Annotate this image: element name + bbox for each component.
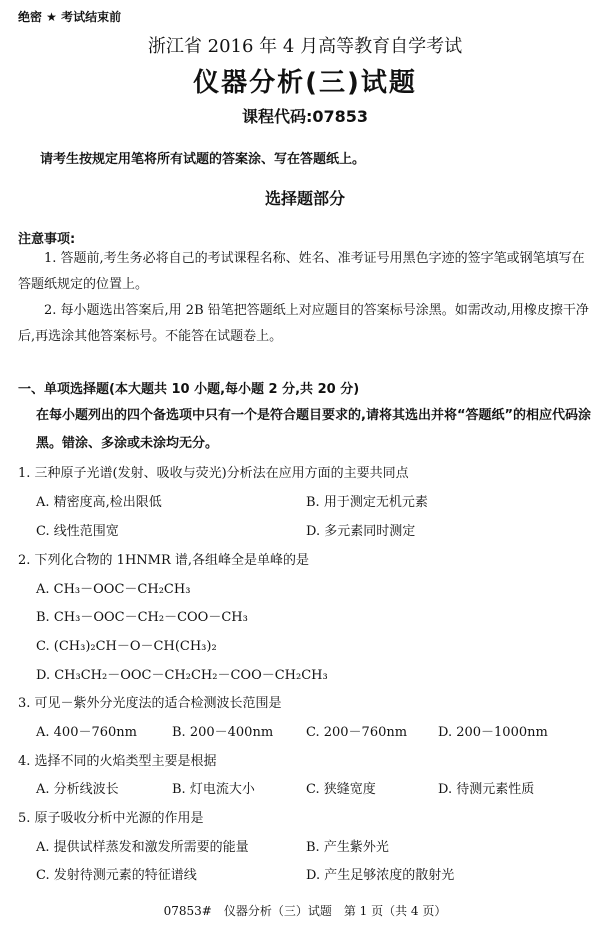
question-4-stem: 4. 选择不同的火焰类型主要是根据 <box>18 754 217 769</box>
question-3-option-a: A. 400－760nm <box>36 725 137 740</box>
note-paragraph-2: 2. 每小题选出答案后,用 2B 铅笔把答题纸上对应题目的答案标号涂黑。如需改动,用橡皮擦干净后,再选涂其他答案标号。不能答在试题卷上。 <box>18 303 589 344</box>
question-2-option-b: B. CH₃－OOC－CH₂－COO－CH₃ <box>36 610 248 625</box>
confidential-mark: 绝密 ★ 考试结束前 <box>18 10 122 24</box>
question-1-option-b: B. 用于测定无机元素 <box>306 495 428 510</box>
part-title: 选择题部分 <box>264 189 345 208</box>
question-2-option-d: D. CH₃CH₂－OOC－CH₂CH₂－COO－CH₂CH₃ <box>36 668 328 683</box>
question-2-option-a: A. CH₃－OOC－CH₂CH₃ <box>36 582 191 597</box>
paper-title: 仪器分析(三)试题 <box>193 68 417 98</box>
question-3-stem: 3. 可见－紫外分光度法的适合检测波长范围是 <box>18 696 282 711</box>
page-footer: 07853# 仪器分析（三）试题 第 1 页（共 4 页） <box>163 904 447 918</box>
answer-instruction: 请考生按规定用笔将所有试题的答案涂、写在答题纸上。 <box>40 152 366 167</box>
question-5-option-d: D. 产生足够浓度的散射光 <box>306 868 455 883</box>
question-2-option-c: C. (CH₃)₂CH－O－CH(CH₃)₂ <box>36 639 217 654</box>
question-5-option-a: A. 提供试样蒸发和激发所需要的能量 <box>36 840 249 855</box>
question-4-option-d: D. 待测元素性质 <box>438 782 535 797</box>
notes-heading: 注意事项: <box>18 232 76 247</box>
question-1-option-d: D. 多元素同时测定 <box>306 524 416 539</box>
course-code: 课程代码:07853 <box>241 107 369 126</box>
question-5-option-c: C. 发射待测元素的特征谱线 <box>36 868 197 883</box>
question-4-option-a: A. 分析线波长 <box>36 782 119 797</box>
question-1-option-a: A. 精密度高,检出限低 <box>36 495 162 510</box>
section-heading: 一、单项选择题(本大题共 10 小题,每小题 2 分,共 20 分) <box>18 382 360 397</box>
question-5-stem: 5. 原子吸收分析中光源的作用是 <box>18 811 204 826</box>
note-paragraph-1: 1. 答题前,考生务必将自己的考试课程名称、姓名、准考证号用黑色字迹的签字笔或钢笔填写在答题纸规定的位置上。 <box>18 251 585 292</box>
exam-title: 浙江省 2016 年 4 月高等教育自学考试 <box>147 36 463 57</box>
question-4-option-b: B. 灯电流大小 <box>172 782 255 797</box>
question-1-option-c: C. 线性范围宽 <box>36 524 119 539</box>
question-3-option-b: B. 200－400nm <box>172 725 274 740</box>
question-3-option-c: C. 200－760nm <box>306 725 408 740</box>
question-3-option-d: D. 200－1000nm <box>438 725 548 740</box>
question-1-stem: 1. 三种原子光谱(发射、吸收与荧光)分析法在应用方面的主要共同点 <box>18 466 409 481</box>
question-4-option-c: C. 狭缝宽度 <box>306 782 376 797</box>
question-5-option-b: B. 产生紫外光 <box>306 840 389 855</box>
section-description: 在每小题列出的四个备选项中只有一个是符合题目要求的,请将其选出并将“答题纸”的相应代码涂黑。错涂、多涂或未涂均无分。 <box>36 408 592 451</box>
question-2-stem: 2. 下列化合物的 1HNMR 谱,各组峰全是单峰的是 <box>18 553 310 568</box>
